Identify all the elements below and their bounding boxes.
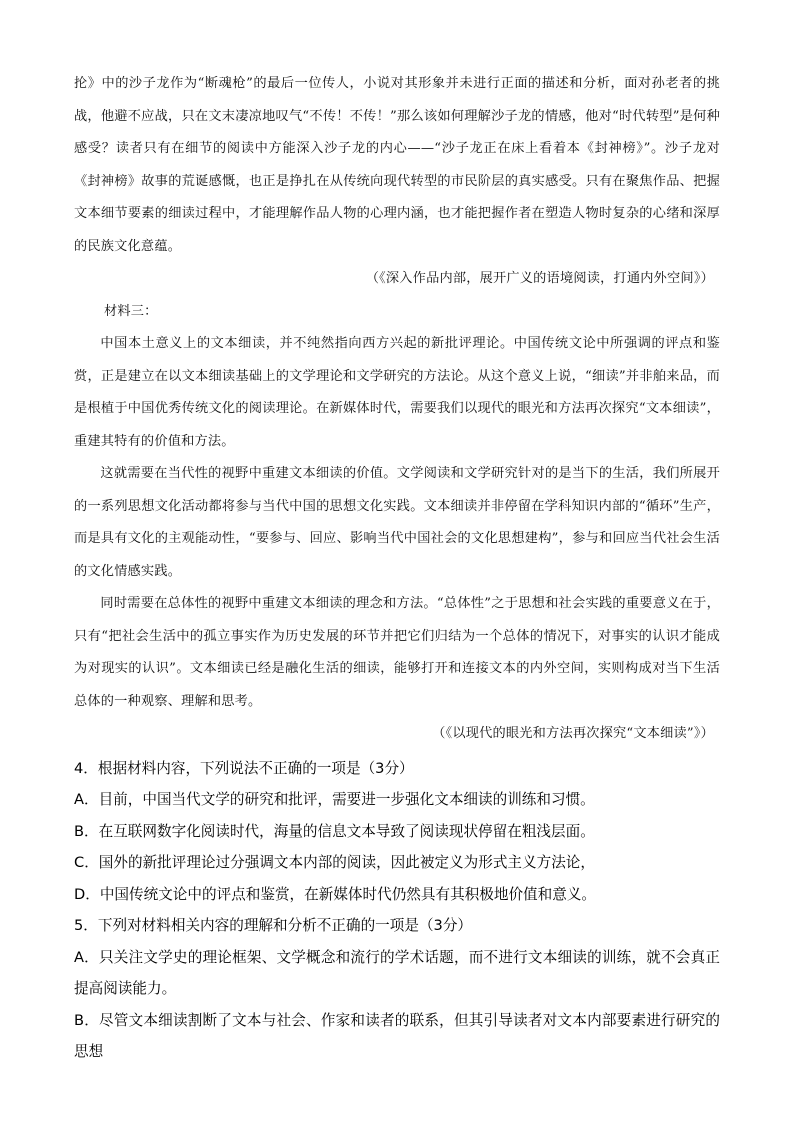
material-3-citation: （《以现代的眼光和方法再次探究“文本细读”》） — [432, 726, 714, 741]
question-5-option-a: A．只关注文学史的理论框架、文学概念和流行的学术话题，而不进行文本细读的训练，就不会真正提高阅读能力。 — [74, 948, 720, 997]
material-3-label: 材料三： — [104, 303, 158, 319]
reading-material — [74, 68, 720, 751]
question-4-option-a: A．目前，中国当代文学的研究和批评，需要进一步强化文本细读的训练和习惯。 — [74, 791, 595, 808]
material-3-paragraph-2: 这就需要在当代性的视野中重建文本细读的价值。文学阅读和文学研究针对的是当下的生活，我们所展开的一系列思想文化活动都将参与当代中国的思想文化实践。文本细读并非停留在学科知识内部的“循环”生产，而是具有文化的主观能动性，“要参与、回应、影响当代中国社会的文化思想建构”，参与和回应当代社会生活的文化情感实践。 — [74, 466, 720, 579]
material-2-paragraph-continued: 抡》中的沙子龙作为“断魂枪”的最后一位传人，小说对其形象并未进行正面的描述和分析，面对孙老者的挑战，他避不应战，只在文末凄凉地叹气“不传！不传！”那么该如何理解沙子龙的情感，他对“时代转型”是何种感受？读者只有在细节的阅读中方能深入沙子龙的内心——“沙子龙正在床上看着本《封神榜》”。沙子龙对《封神榜》故事的荒诞感慨，也正是挣扎在从传统向现代转型的市民阶层的真实感受。只有在聚焦作品、把握文本细节要素的细读过程中，才能理解作品人物的心理内涵，也才能把握作者在塑造人物时复杂的心绪和深厚的民族文化意蕴。 — [74, 76, 720, 254]
material-3-paragraph-3: 同时需要在总体性的视野中重建文本细读的理念和方法。“总体性”之于思想和社会实践的重要意义在于，只有“把社会生活中的孤立事实作为历史发展的环节并把它们归结为一个总体的情况下，对事实的认识才能成为对现实的认识”。文本细读已经是融化生活的细读，能够打开和连接文本的内外空间，实则构成对当下生活总体的一种观察、理解和思考。 — [74, 596, 720, 709]
question-5-option-b: B．尽管文本细读割断了文本与社会、作家和读者的联系，但其引导读者对文本内部要素进行研究的思想 — [74, 1011, 720, 1060]
material-2-citation: （《深入作品内部，展开广义的语境阅读，打通内外空间》） — [365, 271, 714, 286]
questions-section — [74, 753, 720, 1068]
question-4-option-b: B．在互联网数字化阅读时代，海量的信息文本导致了阅读现状停留在粗浅层面。 — [74, 822, 595, 840]
material-3-paragraph-1: 中国本土意义上的文本细读，并不纯然指向西方兴起的新批评理论。中国传统文论中所强调的评点和鉴赏，正是建立在以文本细读基础上的文学理论和文学研究的方法论。从这个意义上说，“细读”并非舶来品，而是根植于中国优秀传统文化的阅读理论。在新媒体时代，需要我们以现代的眼光和方法再次探究“文本细读”，重建其特有的价值和方法。 — [74, 336, 720, 449]
question-5-stem: 5．下列对材料相关内容的理解和分析不正确的一项是（3分） — [74, 917, 473, 934]
question-4-option-d: D．中国传统文论中的评点和鉴赏，在新媒体时代仍然具有其积极地价值和意义。 — [74, 885, 597, 903]
question-4-option-c: C．国外的新批评理论过分强调文本内部的阅读，因此被定义为形式主义方法论， — [74, 854, 595, 871]
question-4-stem: 4．根据材料内容，下列说法不正确的一项是（3分） — [74, 759, 414, 777]
